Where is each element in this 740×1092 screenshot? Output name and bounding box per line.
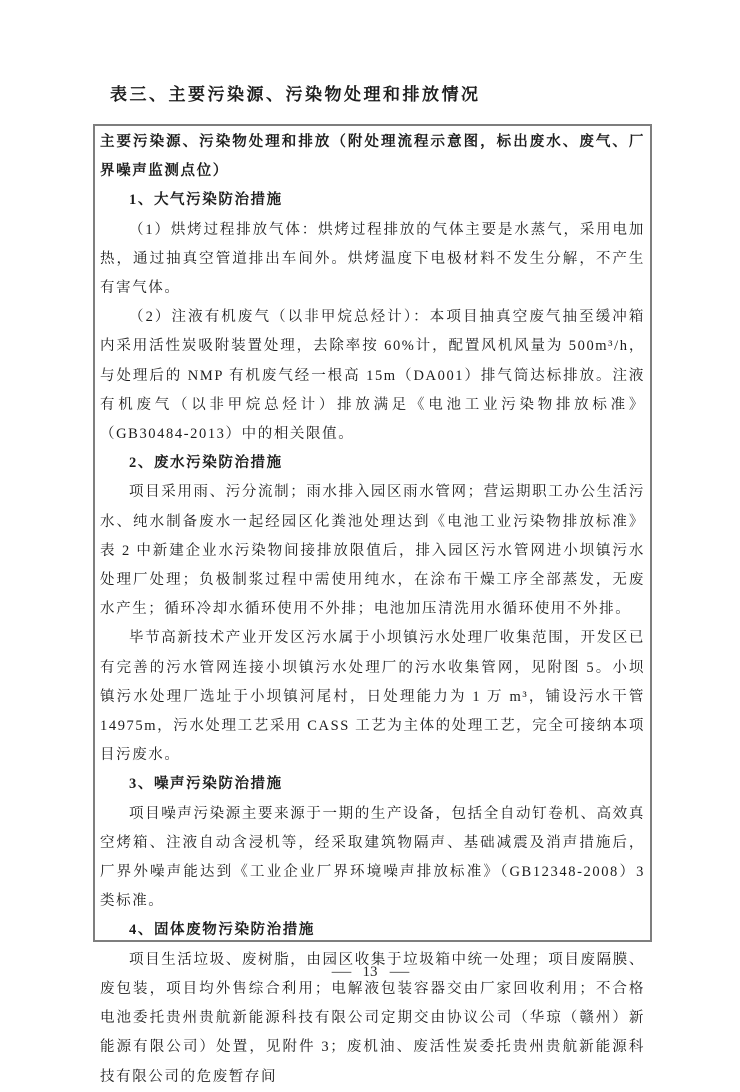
section-heading: 3、噪声污染防治措施 bbox=[129, 776, 283, 793]
section-heading: 1、大气污染防治措施 bbox=[129, 192, 283, 209]
footer-dash-left: — bbox=[331, 964, 351, 980]
section-heading: 2、废水污染防治措施 bbox=[129, 455, 283, 472]
body-paragraph: 项目生活垃圾、废树脂，由园区收集于垃圾箱中统一处理；项目废隔膜、废包装，项目均外售综合利用；电解液包装容器交由厂家回收利用；不合格电池委托贵州贵航新能源科技有限公司定期交由协议公司（华琼（赣州）新能源有限公司）处置，见附件 3；废机油、废活性炭委托贵州贵航新能源科技有限公司的危废暂存间 bbox=[100, 951, 645, 1085]
sections-container bbox=[100, 186, 645, 1091]
section-heading: 4、固体废物污染防治措施 bbox=[129, 922, 315, 939]
page-footer bbox=[0, 964, 740, 981]
body-paragraph: 项目噪声污染源主要来源于一期的生产设备，包括全自动钉卷机、高效真空烤箱、注液自动含浸机等，经采取建筑物隔声、基础减震及消声措施后，厂界外噪声能达到《工业企业厂界环境噪声排放标准》（GB12348-2008）3 类标准。 bbox=[100, 805, 645, 910]
footer-dash-right: — bbox=[389, 964, 409, 980]
footer-page-number: 13 bbox=[362, 964, 378, 980]
body-paragraph: 毕节高新技术产业开发区污水属于小坝镇污水处理厂收集范围，开发区已有完善的污水管网连接小坝镇污水处理厂的污水收集管网，见附图 5。小坝镇污水处理厂选址于小坝镇河尾村，日处理能力为 1 万 m³，铺设污水干管 14975m，污水处理工艺采用 CASS 工艺为主体的处理工艺，完全可接纳本项目污废水。 bbox=[100, 630, 645, 764]
body-paragraph: （2）注液有机废气（以非甲烷总烃计）：本项目抽真空废气抽至缓冲箱内采用活性炭吸附装置处理，去除率按 60%计，配置风机风量为 500m³/h，与处理后的 NMP 有机废气经一根高 15m（DA001）排气筒达标排放。注液有机废气（以非甲烷总烃计）排放满足《电池工业污染物排放标准》（GB30484-2013）中的相关限值。 bbox=[100, 309, 645, 443]
body-paragraph: （1）烘烤过程排放气体：烘烤过程排放的气体主要是水蒸气，采用电加热，通过抽真空管道排出车间外。烘烤温度下电极材料不发生分解，不产生有害气体。 bbox=[100, 221, 645, 297]
content-box bbox=[93, 124, 652, 1085]
body-paragraph: 项目采用雨、污分流制；雨水排入园区雨水管网；营运期职工办公生活污水、纯水制备废水一起经园区化粪池处理达到《电池工业污染物排放标准》表 2 中新建企业水污染物间接排放限值后，排入园区污水管网进小坝镇污水处理厂处理；负极制浆过程中需使用纯水，在涂布干燥工序全部蒸发，无废水产生；循环冷却水循环使用不外排；电池加压清洗用水循环使用不外排。 bbox=[100, 484, 645, 618]
page-title: 表三、主要污染源、污染物处理和排放情况 bbox=[110, 85, 481, 104]
box-header: 主要污染源、污染物处理和排放（附处理流程示意图，标出废水、废气、厂界噪声监测点位） bbox=[100, 134, 645, 180]
